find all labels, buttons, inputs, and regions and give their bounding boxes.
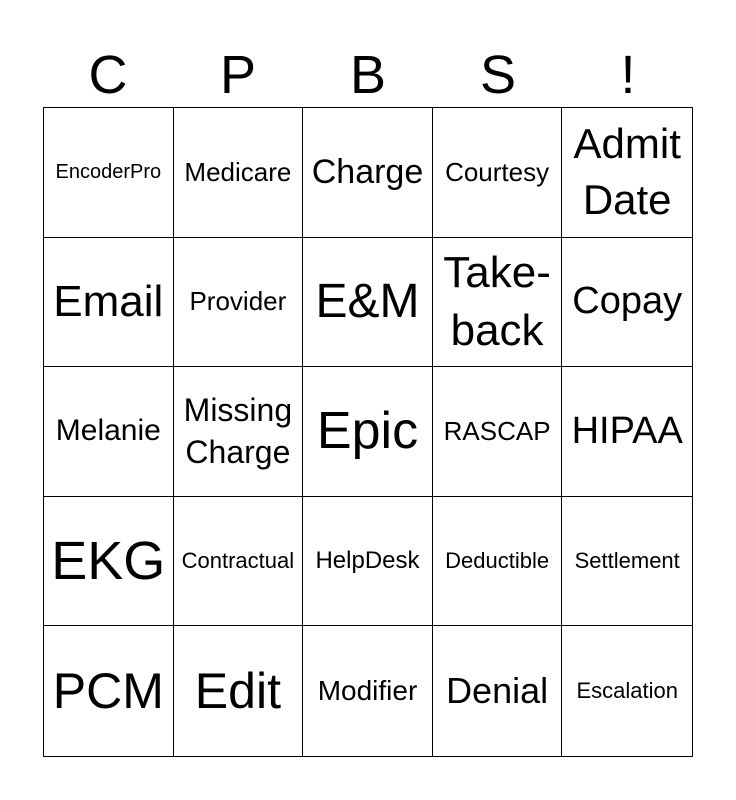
cell-text: EncoderPro <box>55 160 162 183</box>
bingo-cell[interactable] <box>44 108 174 238</box>
bingo-card-grid <box>43 107 693 757</box>
bingo-cell[interactable] <box>303 238 433 368</box>
bingo-cell[interactable] <box>174 238 304 368</box>
bingo-cell[interactable] <box>303 108 433 238</box>
bingo-cell[interactable] <box>433 497 563 627</box>
cell-text: Denial <box>446 670 549 712</box>
cell-text: Melanie <box>55 414 161 448</box>
cell-text: Escalation <box>576 678 678 704</box>
header-letter-b: B <box>349 45 387 105</box>
header-letter-s: S <box>479 45 517 105</box>
cell-text: Email <box>53 276 164 326</box>
cell-text: Copay <box>572 280 683 323</box>
cell-text: EKG <box>51 531 166 592</box>
bingo-cell[interactable] <box>433 367 563 497</box>
header-letter-p: P <box>219 45 257 105</box>
cell-text: Modifier <box>317 675 418 707</box>
bingo-cell[interactable] <box>562 367 692 497</box>
bingo-cell[interactable] <box>562 238 692 368</box>
cell-text: Epic <box>316 402 419 461</box>
cell-text: E&M <box>315 275 420 329</box>
bingo-cell[interactable] <box>433 626 563 756</box>
bingo-cell[interactable] <box>174 497 304 627</box>
bingo-cell[interactable] <box>44 238 174 368</box>
bingo-cell[interactable] <box>562 108 692 238</box>
bingo-cell[interactable] <box>562 497 692 627</box>
bingo-cell[interactable] <box>433 238 563 368</box>
cell-text: HelpDesk <box>315 547 420 575</box>
cell-text: Courtesy <box>445 156 550 187</box>
cell-text: RASCAP <box>443 415 551 446</box>
header-letter-c: C <box>88 45 128 105</box>
cell-text: Deductible <box>445 548 550 574</box>
cell-text: Admit Date <box>573 120 681 224</box>
bingo-cell[interactable] <box>174 626 304 756</box>
bingo-cell[interactable] <box>303 626 433 756</box>
bingo-cell[interactable] <box>44 367 174 497</box>
bingo-cell[interactable] <box>562 626 692 756</box>
bingo-cell[interactable] <box>174 108 304 238</box>
cell-text: Take-back <box>443 247 551 355</box>
bingo-cell[interactable] <box>303 497 433 627</box>
cell-text: HIPAA <box>571 409 683 452</box>
cell-text: Edit <box>194 663 281 720</box>
bingo-cell[interactable] <box>174 367 304 497</box>
cell-text: Medicare <box>184 156 292 187</box>
bingo-cell[interactable] <box>44 626 174 756</box>
bingo-header <box>43 42 693 108</box>
cell-text: Settlement <box>574 548 680 574</box>
cell-text: Provider <box>189 286 287 317</box>
bingo-cell[interactable] <box>433 108 563 238</box>
cell-text: Missing Charge <box>183 392 293 471</box>
cell-text: Charge <box>311 152 424 191</box>
bingo-cell[interactable] <box>44 497 174 627</box>
bingo-cell[interactable] <box>303 367 433 497</box>
cell-text: PCM <box>52 663 164 720</box>
cell-text: Contractual <box>181 548 295 574</box>
header-letter-exclamation: ! <box>620 45 636 105</box>
